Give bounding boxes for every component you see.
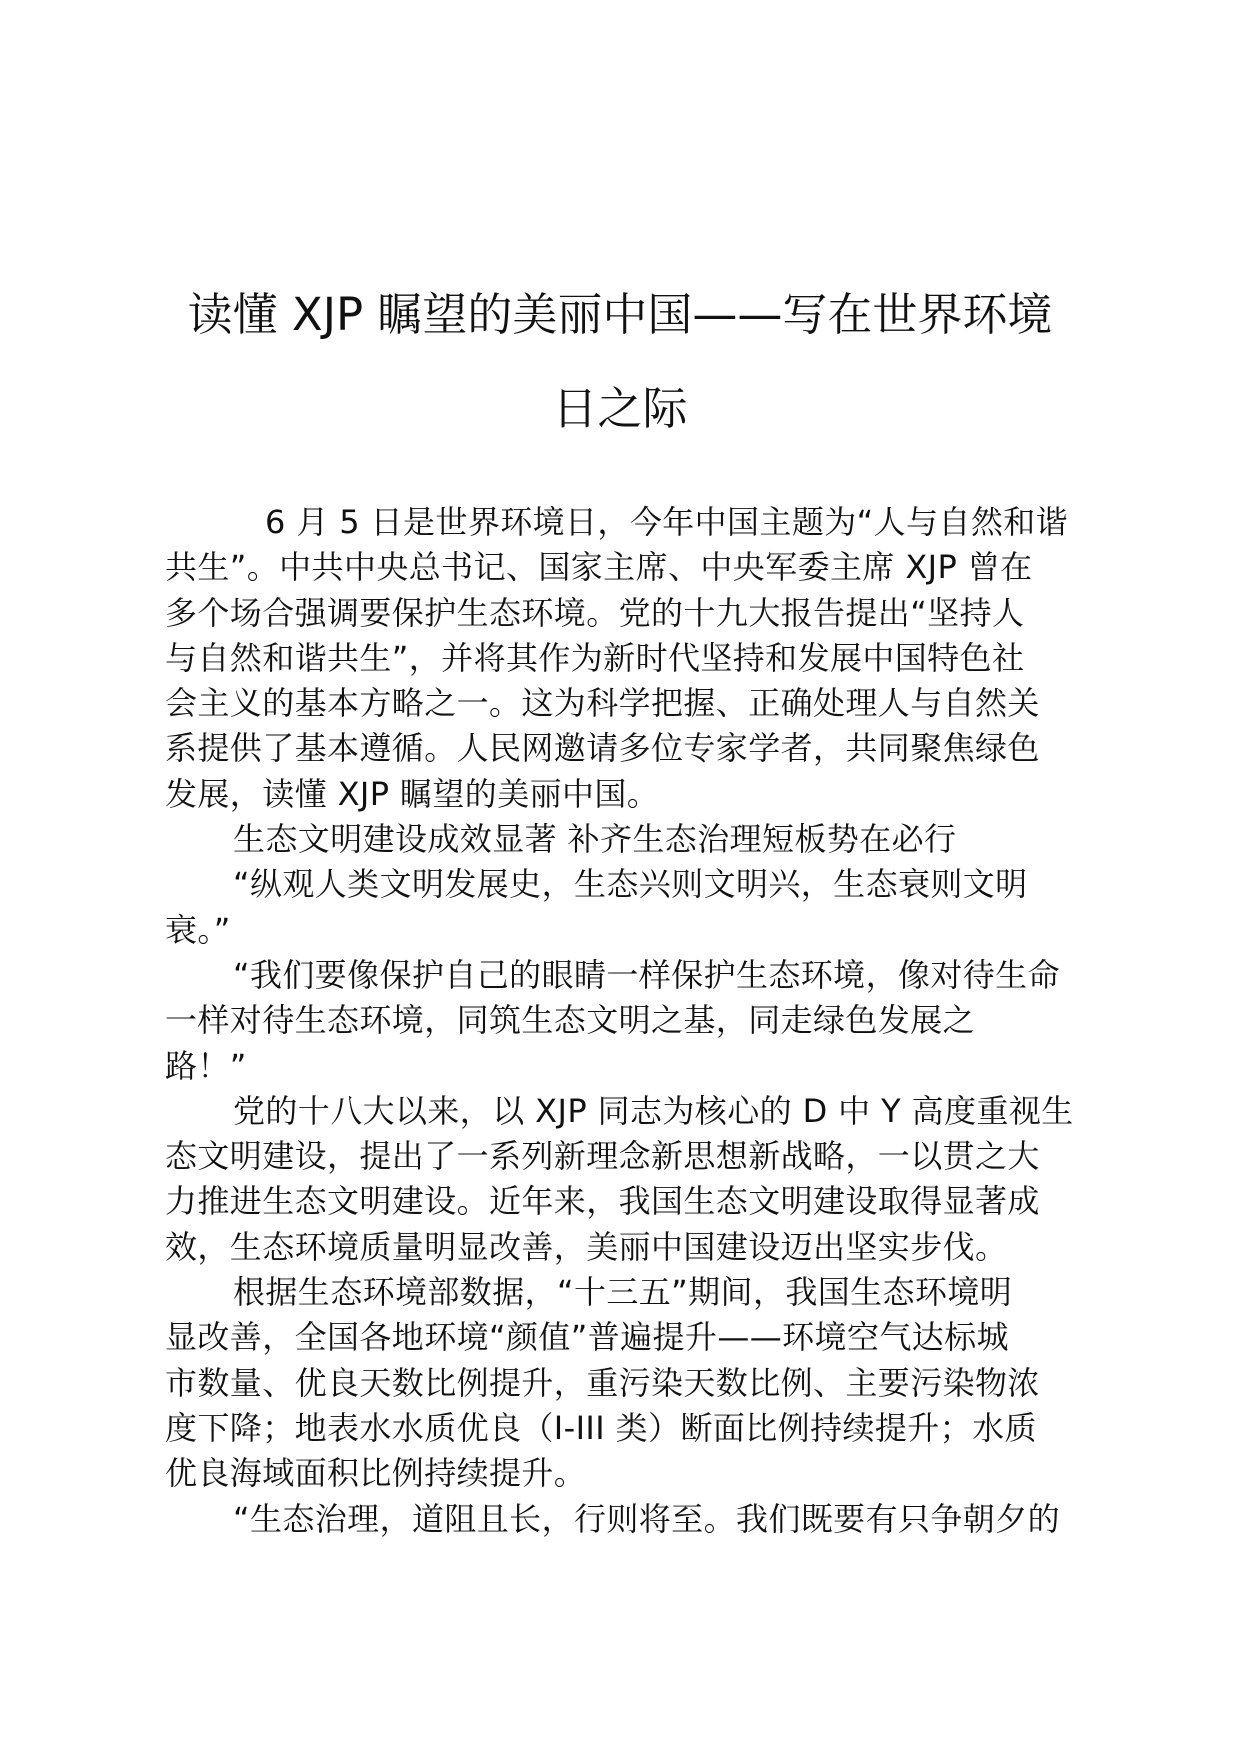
title-line-1: 读懂 XJP 瞩望的美丽中国——写在世界环境 [187, 288, 1053, 341]
document-title [150, 268, 1090, 456]
body-line: “纵观人类文明发展史，生态兴则文明兴，生态衰则文明 [233, 865, 1028, 904]
body-line: 一样对待生态环境，同筑生态文明之基，同走绿色发展之 [165, 1001, 976, 1040]
body-line: 优良海域面积比例持续提升。 [165, 1454, 587, 1493]
body-line: 系提供了基本遵循。人民网邀请多位专家学者，共同聚焦绿色 [165, 729, 1040, 768]
body-line: “我们要像保护自己的眼睛一样保护生态环境，像对待生命 [233, 955, 1060, 994]
body-line: 6 月 5 日是世界环境日，今年中国主题为“人与自然和谐 [265, 503, 1069, 541]
body-line: 发展，读懂 XJP 瞩望的美丽中国。 [165, 774, 660, 813]
body-line: 效，生态环境质量明显改善，美丽中国建设迈出坚实步伐。 [165, 1227, 1008, 1266]
body-line: 根据生态环境部数据，“十三五”期间，我国生态环境明 [233, 1273, 1013, 1312]
body-line: 市数量、优良天数比例提升，重污染天数比例、主要污染物浓 [165, 1363, 1040, 1402]
body-line: 与自然和谐共生”，并将其作为新时代坚持和发展中国特色社 [165, 638, 1025, 677]
document-body [165, 500, 1085, 1542]
title-line-2: 日之际 [552, 382, 688, 435]
body-line: 力推进生态文明建设。近年来，我国生态文明建设取得显著成 [165, 1182, 1040, 1221]
body-line: “生态治理，道阻且长，行则将至。我们既要有只争朝夕的 [233, 1499, 1060, 1538]
body-line: 态文明建设，提出了一系列新理念新思想新战略，一以贯之大 [165, 1137, 1040, 1176]
body-line: 度下降；地表水水质优良（Ⅰ-III 类）断面比例持续提升；水质 [165, 1408, 1037, 1447]
body-line: 党的十八大以来，以 XJP 同志为核心的 D 中 Y 高度重视生 [233, 1091, 1074, 1130]
body-line: 显改善，全国各地环境“颜值”普遍提升——环境空气达标城 [165, 1318, 1009, 1357]
body-line: 多个场合强调要保护生态环境。党的十九大报告提出“坚持人 [165, 593, 1025, 632]
section-heading: 生态文明建设成效显著 补齐生态治理短板势在必行 [233, 820, 957, 859]
body-line: 路！” [165, 1046, 247, 1085]
body-line: 衰。” [165, 910, 231, 949]
body-line: 会主义的基本方略之一。这为科学把握、正确处理人与自然关 [165, 684, 1040, 723]
body-line: 共生”。中共中央总书记、国家主席、中央军委主席 XJP 曾在 [165, 548, 1033, 587]
